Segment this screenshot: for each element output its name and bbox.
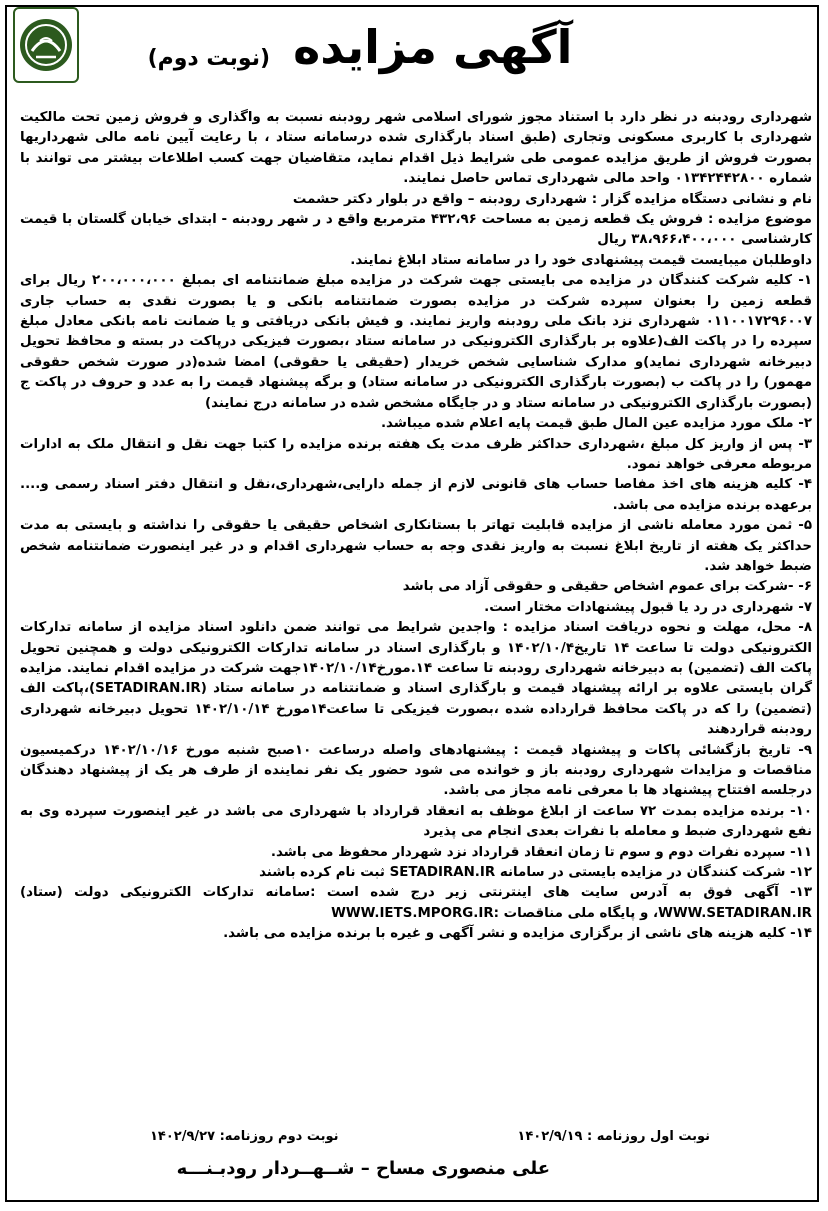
clause-6: ۶- -شرکت برای عموم اشخاص حقیقی و حقوقی آزاد می باشد <box>402 579 812 595</box>
clause-5: ۵- ثمن مورد معامله ناشی از مزایده قابلیت تهاتر با بستانکاری اشخاص حقیقی یا حقوقی را نداشته و بایستی به مدت حداکثر یک هفته از تاریخ ابلاغ نسبت به واریز نقدی وجه به حساب شهرداری اقدام و در غیر اینصورت ضمانتنامه شخص ضبط خواهد شد. <box>20 518 812 574</box>
publication-dates <box>150 1129 710 1144</box>
bid-instruction: داوطلبان میبایست قیمت پیشنهادی خود را در سامانه ستاد ابلاغ نمایند. <box>350 252 812 268</box>
municipality-seal-icon <box>13 7 79 83</box>
second-print-date: نوبت دوم روزنامه: ۱۴۰۲/۹/۲۷ <box>150 1129 339 1144</box>
clause-9: ۹- تاریخ بازگشائی پاکات و پیشنهاد قیمت : پیشنهادهای واصله درساعت ۱۰صبح شنبه مورخ ۱۴۰۲/۱۰/۱۶ درکمیسیون مناقصات و مزایدات شهرداری رودبنه باز و خوانده می شود حضور یک نفر نماینده از طرف هر یک از پیشنهاد دهندگان درجلسه افتتاح پیشنهاد ها با معرفی نامه مجاز می باشد. <box>20 742 813 799</box>
organizer-line: نام و نشانی دستگاه مزایده گزار : شهرداری رودبنه – واقع در بلوار دکتر حشمت <box>292 191 812 207</box>
subject-line: موضوع مزایده : فروش یک قطعه زمین به مساحت ۴۳۲،۹۶ مترمربع واقع د ر شهر رودبنه - ابتدای خیابان گلستان با قیمت کارشناسی ۳۸،۹۶۶،۴۰۰،۰۰۰ ریال <box>20 212 812 248</box>
clause-12: ۱۲- شرکت کنندگان در مزایده بایستی در سامانه SETADIRAN.IR ثبت نام کرده باشند <box>259 865 812 881</box>
page-title: آگهی مزایده <box>293 20 573 74</box>
clause-8: ۸- محل، مهلت و نحوه دریافت اسناد مزایده : واجدین شرایط می توانند ضمن دانلود اسناد مزایده از سامانه تدارکات الکترونیکی دولت تا ساعت ۱۴ تاریخ۱۴۰۲/۱۰/۴ و بارگذاری اسناد در سامانه تدارکات الکترونیکی دولت و همچنین تحویل پاکت الف (تضمین) به دبیرخانه شهرداری رودبنه تا ساعت ۱۴.مورخ۱۴۰۲/۱۰/۱۴جهت شرکت در مزایده اقدام نمایند. مزایده گران بایستی علاوه بر ارائه پیشنهاد قیمت و بارگذاری اسناد و ضمانتنامه در سامانه ستاد (SETADIRAN.IR)،پاکت الف (تضمین) را که در پاکت محافظ قرارداده شده ،بصورت فیزیکی تا ساعت۱۴مورخ ۱۴۰۲/۱۰/۱۴ تحویل دبیرخانه شهرداری رودبنه قراردهند <box>20 620 813 738</box>
clause-13: ۱۳- آگهی فوق به آدرس سایت های اینترنتی زیر درج شده است :سامانه تدارکات الکترونیکی دولت (ستاد) WWW.SETADIRAN.IR، و پایگاه ملی مناقصات :WWW.IETS.MPORG.IR <box>20 885 812 921</box>
announcement-body <box>20 108 812 945</box>
clause-2: ۲- ملک مورد مزایده عین المال طبق قیمت پایه اعلام شده میباشد. <box>380 416 812 432</box>
first-print-date: نوبت اول روزنامه : ۱۴۰۲/۹/۱۹ <box>517 1129 710 1144</box>
clause-14: ۱۴- کلیه هزینه های ناشی از برگزاری مزایده و نشر آگهی و غیره با برنده مزایده می باشد. <box>223 926 812 942</box>
clause-1: ۱- کلیه شرکت کنندگان در مزایده می بایستی جهت شرکت در مزایده مبلغ ضمانتنامه ای بمبلغ ۲۰۰،۰۰۰،۰۰۰ ریال برای قطعه زمین را بعنوان سپرده شرکت در مزایده بصورت ضمانتنامه بانکی و یا بصورت نقدی به حساب جاری ۰۱۱۰۰۱۷۲۹۶۰۰۷ شهرداری نزد بانک ملی رودبنه واریز نمایند. و فیش بانکی دریافتی و یا ضمانت نامه بانکی معادل مبلغ سپرده را در پاکت الف(علاوه بر بارگذاری الکترونیکی در سامانه ستاد ،بصورت فیزیکی درپاکت در بسته و محافظ تحویل دبیرخانه شهرداری نماید)و مدارک شناسایی شخص خریدار (حقیقی یا حقوقی) امضا شده(در صورت شخص حقوقی مهمور) را در پاکت ب (بصورت بارگذاری الکترونیکی در سامانه ستاد) و برگه پیشنهاد قیمت را به عدد و حروف در پاکت ج (بصورت بارگذاری الکترونیکی در سامانه ستاد و در جایگاه مشخص شده در سامانه درج نمایند) <box>20 273 812 411</box>
header <box>90 20 630 90</box>
clause-3: ۳- پس از واریز کل مبلغ ،شهرداری حداکثر ظرف مدت یک هفته برنده مزایده را کتبا جهت نقل و انتقال ملک به ادارات مربوطه معرفی خواهد نمود. <box>20 436 812 472</box>
clause-7: ۷- شهرداری در رد یا قبول پیشنهادات مختار است. <box>484 599 812 615</box>
page-subtitle: (نوبت دوم) <box>147 46 271 71</box>
clause-4: ۴- کلیه هزینه های اخذ مفاصا حساب های قانونی لازم از جمله دارایی،شهرداری،نقل و انتقال دفتر اسناد رسمی و.... برعهده برنده مزایده می باشد. <box>20 477 812 513</box>
clause-11: ۱۱- سپرده نفرات دوم و سوم تا زمان انعقاد قرارداد نزد شهردار محفوظ می باشد. <box>270 844 812 860</box>
clause-10: ۱۰- برنده مزایده بمدت ۷۲ ساعت از ابلاغ موظف به انعقاد قرارداد با شهرداری می باشد در غیر اینصورت سپرده وی به نفع شهرداری ضبط و معامله با نفرات بعدی انجام می پذیرد <box>20 803 812 840</box>
signature-line: علی منصوری مساح – شــهــردار رودبـنـــه <box>176 1158 550 1179</box>
intro-paragraph: شهرداری رودبنه در نظر دارد با استناد مجوز شورای اسلامی شهر رودبنه نسبت به واگذاری و فروش زمین تحت مالکیت شهرداری با کاربری مسکونی وتجاری (طبق اسناد بارگذاری شده درسامانه ستاد ، با رعایت آیین نامه مالی شهرداریها بصورت فروش از طریق مزایده عمومی طی شرایط ذیل اقدام نماید، متقاضیان جهت کسب اطلاعات بیشتر می توانند با شماره ۰۱۳۴۲۴۴۲۸۰۰ واحد مالی شهرداری تماس حاصل نمایند. <box>20 110 812 187</box>
